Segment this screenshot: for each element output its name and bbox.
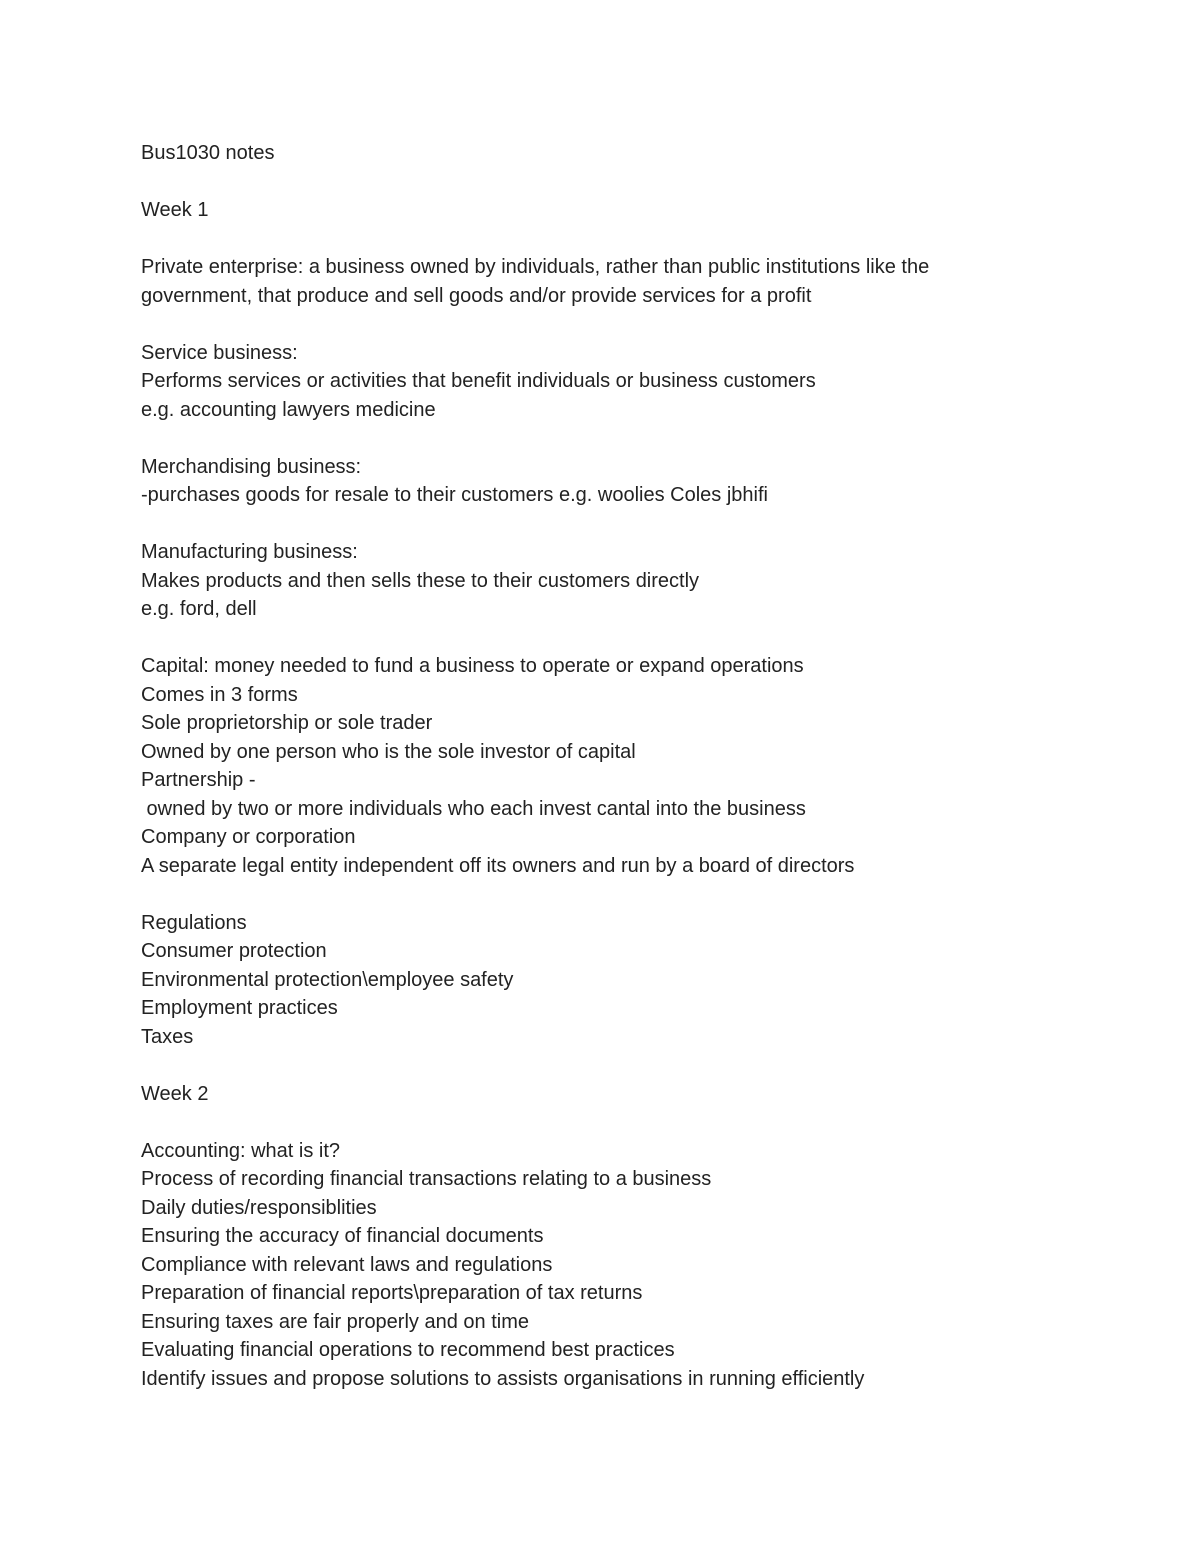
spacer <box>141 310 1101 339</box>
text-line: Private enterprise: a business owned by individuals, rather than public institutions like the <box>141 256 930 278</box>
section-heading: Accounting: what is it? <box>141 1139 340 1162</box>
text-line: Ensuring taxes are fair properly and on time <box>141 1310 529 1333</box>
spacer <box>141 624 1101 653</box>
spacer <box>141 1051 1101 1080</box>
private-enterprise-section <box>141 253 1101 310</box>
text-line: owned by two or more individuals who each invest cantal into the business <box>141 797 806 820</box>
text-line: -purchases goods for resale to their customers e.g. woolies Coles jbhifi <box>141 484 768 506</box>
text-line: Ensuring the accuracy of financial documents <box>141 1225 544 1247</box>
section-heading: Service business: <box>141 341 298 364</box>
text-line: A separate legal entity independent off its owners and run by a board of directors <box>141 854 855 877</box>
text-line: Daily duties/responsiblities <box>141 1196 377 1219</box>
text-line: Sole proprietorship or sole trader <box>141 712 433 734</box>
text-line: Taxes <box>141 1025 194 1048</box>
section-heading: Regulations <box>141 911 247 934</box>
week1-heading: Week 1 <box>141 199 209 221</box>
text-line: Evaluating financial operations to recommend best practices <box>141 1339 675 1361</box>
text-line: Consumer protection <box>141 940 327 962</box>
spacer <box>141 225 1101 254</box>
document-title: Bus1030 notes <box>141 142 275 164</box>
text-line: Company or corporation <box>141 826 356 848</box>
accounting-section <box>141 1137 1101 1394</box>
document-body <box>141 139 1101 1393</box>
merchandising-business-section <box>141 453 1101 510</box>
regulations-section <box>141 909 1101 1052</box>
text-line: Compliance with relevant laws and regulations <box>141 1253 553 1276</box>
capital-section <box>141 652 1101 880</box>
text-line: Performs services or activities that benefit individuals or business customers <box>141 370 816 392</box>
text-line: Environmental protection\employee safety <box>141 968 514 991</box>
text-line: e.g. ford, dell <box>141 598 257 620</box>
text-line: Identify issues and propose solutions to assists organisations in running efficiently <box>141 1367 865 1390</box>
service-business-section <box>141 339 1101 425</box>
text-line: Comes in 3 forms <box>141 683 298 706</box>
text-line: Preparation of financial reports\preparation of tax returns <box>141 1282 643 1304</box>
text-line: Employment practices <box>141 997 338 1019</box>
section-heading: Merchandising business: <box>141 455 362 478</box>
week2-heading: Week 2 <box>141 1082 209 1105</box>
section-heading: Capital: money needed to fund a business to operate or expand operations <box>141 655 804 677</box>
spacer <box>141 510 1101 539</box>
text-line: e.g. accounting lawyers medicine <box>141 398 436 421</box>
text-line: Makes products and then sells these to their customers directly <box>141 569 700 592</box>
text-line: Owned by one person who is the sole investor of capital <box>141 740 636 763</box>
spacer <box>141 168 1101 197</box>
spacer <box>141 880 1101 909</box>
section-heading: Manufacturing business: <box>141 541 358 563</box>
manufacturing-business-section <box>141 538 1101 624</box>
spacer <box>141 1108 1101 1137</box>
text-line: Process of recording financial transactions relating to a business <box>141 1168 712 1190</box>
text-line: government, that produce and sell goods and/or provide services for a profit <box>141 284 812 307</box>
text-line: Partnership - <box>141 769 256 791</box>
spacer <box>141 424 1101 453</box>
